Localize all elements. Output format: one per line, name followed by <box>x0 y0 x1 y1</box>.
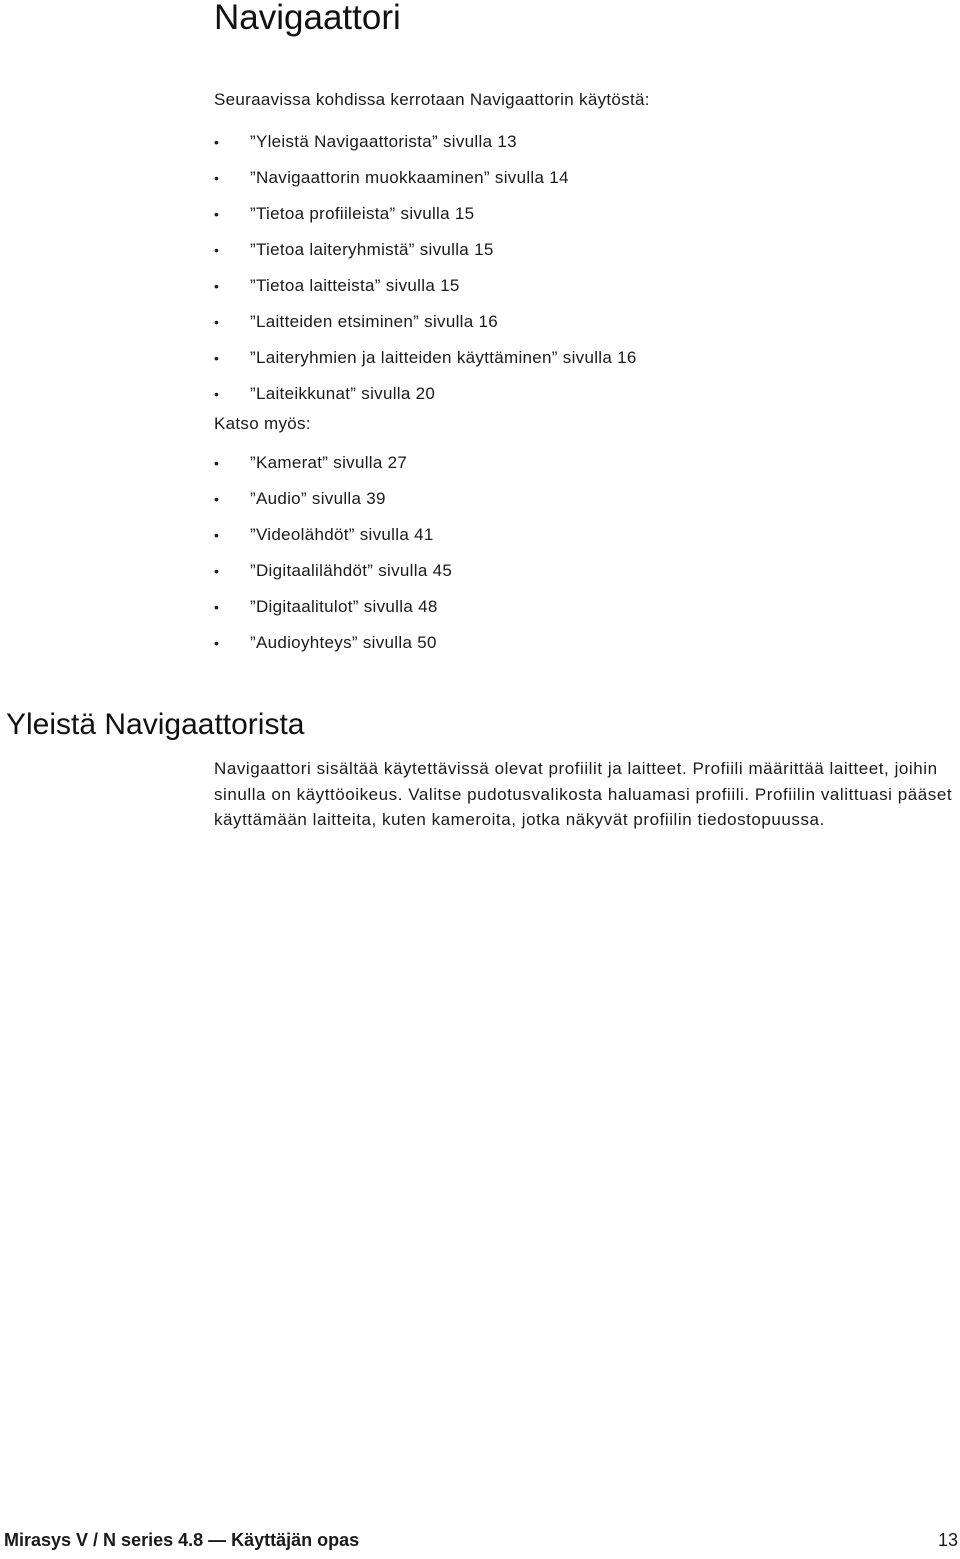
list-item <box>214 160 637 196</box>
list-item <box>214 232 637 268</box>
bullet-icon: • <box>214 455 220 471</box>
list-item <box>214 589 452 625</box>
cross-reference-link[interactable]: ”Digitaalitulot” sivulla 48 <box>250 597 438 616</box>
cross-reference-link[interactable]: ”Navigaattorin muokkaaminen” sivulla 14 <box>250 168 569 187</box>
list-item <box>214 268 637 304</box>
footer-page-number: 13 <box>937 1530 958 1550</box>
see-also-list <box>214 445 452 661</box>
page-footer <box>4 1530 960 1558</box>
bullet-icon: • <box>214 170 220 186</box>
bullet-icon: • <box>214 599 220 615</box>
cross-reference-link[interactable]: ”Kamerat” sivulla 27 <box>250 453 408 472</box>
bullet-icon: • <box>214 563 220 579</box>
cross-reference-link[interactable]: ”Digitaalilähdöt” sivulla 45 <box>250 561 453 580</box>
list-item <box>214 517 452 553</box>
page-title: Navigaattori <box>214 0 401 37</box>
bullet-icon: • <box>214 491 220 507</box>
bullet-icon: • <box>214 386 220 402</box>
bullet-icon: • <box>214 206 220 222</box>
intro-text: Seuraavissa kohdissa kerrotaan Navigaattorin käytöstä: <box>214 90 650 109</box>
section-body-text: Navigaattori sisältää käytettävissä olevat profiilit ja laitteet. Profiili määrittää laitteet, joihin sinulla on käyttöoikeus. Valitse pudotusvalikosta haluamasi profiili. Profiilin valittuasi pääset käyttämään laitteita, kuten kameroita, jotka näkyvät profiilin tiedostopuussa. <box>214 759 953 829</box>
bullet-icon: • <box>214 314 220 330</box>
cross-reference-link[interactable]: ”Laiteryhmien ja laitteiden käyttäminen” sivulla 16 <box>250 348 637 367</box>
bullet-icon: • <box>214 635 220 651</box>
bullet-icon: • <box>214 134 220 150</box>
list-item <box>214 196 637 232</box>
cross-reference-link[interactable]: ”Videolähdöt” sivulla 41 <box>250 525 434 544</box>
bullet-icon: • <box>214 350 220 366</box>
list-item <box>214 625 452 661</box>
cross-reference-link[interactable]: ”Tietoa laiteryhmistä” sivulla 15 <box>250 240 494 259</box>
list-item <box>214 340 637 376</box>
footer-document-title: Mirasys V / N series 4.8 — Käyttäjän opas <box>4 1530 360 1550</box>
cross-reference-link[interactable]: ”Laitteiden etsiminen” sivulla 16 <box>250 312 499 331</box>
cross-reference-link[interactable]: ”Laiteikkunat” sivulla 20 <box>250 384 436 403</box>
cross-reference-link[interactable]: ”Yleistä Navigaattorista” sivulla 13 <box>250 132 517 151</box>
list-item <box>214 304 637 340</box>
bullet-icon: • <box>214 278 220 294</box>
see-also-label: Katso myös: <box>214 414 311 433</box>
list-item <box>214 481 452 517</box>
list-item <box>214 445 452 481</box>
cross-reference-link[interactable]: ”Audioyhteys” sivulla 50 <box>250 633 437 652</box>
list-item <box>214 553 452 589</box>
bullet-icon: • <box>214 527 220 543</box>
bullet-icon: • <box>214 242 220 258</box>
list-item <box>214 376 637 412</box>
section-heading: Yleistä Navigaattorista <box>6 708 305 741</box>
cross-reference-link[interactable]: ”Tietoa profiileista” sivulla 15 <box>250 204 475 223</box>
cross-reference-link[interactable]: ”Audio” sivulla 39 <box>250 489 386 508</box>
cross-reference-link[interactable]: ”Tietoa laitteista” sivulla 15 <box>250 276 460 295</box>
list-item <box>214 124 637 160</box>
toc-list <box>214 124 637 412</box>
